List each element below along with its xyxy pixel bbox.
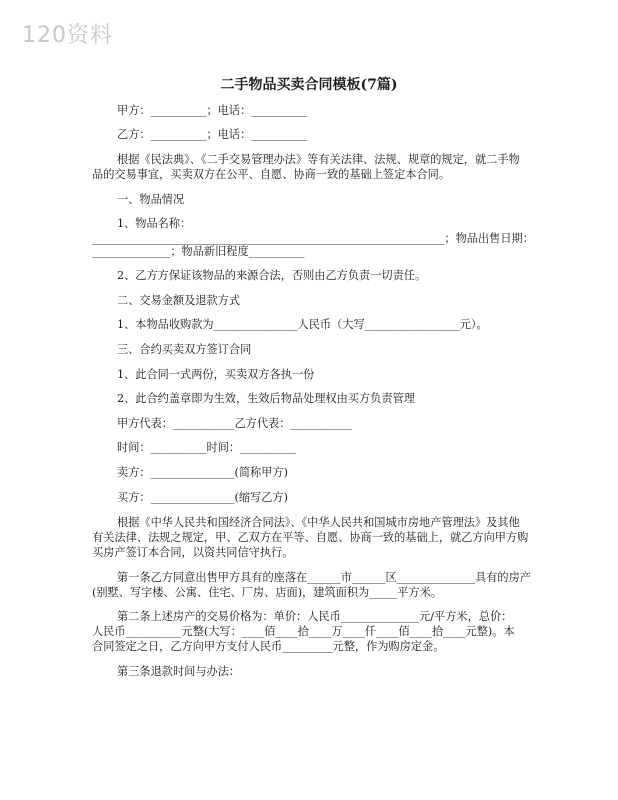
second-preamble-line-1: 根据《中华人民共和国经济合同法》、《中华人民共和国城市房地产管理法》及其他 — [117, 516, 520, 529]
item-name-blank-line: _______________________________________________________________；物品出售日期： — [92, 232, 534, 245]
seller-line: 卖方：_______________(简称甲方) — [117, 466, 288, 479]
watermark-logo: 120资料 — [22, 23, 113, 48]
article-2-line-1: 第二条上述房产的交易价格为：单价：人民币______________元/平方米，总价： — [117, 610, 513, 623]
document-title: 二手物品买卖合同模板(7篇) — [220, 77, 398, 93]
party-b-line: 乙方：__________；电话：__________ — [117, 128, 308, 141]
second-preamble-line-3: 买房产签订本合同，以资共同信守执行。 — [92, 546, 294, 559]
article-3-line: 第三条退款时间与办法： — [117, 665, 241, 678]
section-heading-1: 一、物品情况 — [117, 193, 185, 206]
article-2-line-2: 人民币__________元整(大写：____佰____拾____万____仟____佰____拾____元整)。本 — [92, 625, 515, 638]
dates-line: 时间：__________时间：__________ — [117, 441, 297, 454]
source-guarantee-line: 2、乙方方保证该物品的来源合法，否则由乙方负责一切责任。 — [117, 269, 427, 282]
article-1-line-1: 第一条乙方同意出售甲方具有的座落在______市______区______________具有的房产 — [117, 571, 531, 584]
preamble-line-2: 品的交易事宜，买卖双方在公平、自愿、协商一致的基础上签定本合同。 — [92, 168, 451, 181]
item-name-line: 1、物品名称： — [117, 217, 192, 230]
representatives-line: 甲方代表：___________乙方代表：___________ — [117, 417, 352, 430]
section-heading-2: 二、交易金额及退款方式 — [117, 294, 241, 307]
buyer-line: 买方：_______________(缩写乙方) — [117, 491, 288, 504]
second-preamble-line-2: 有关法律、法规之规定，甲、乙双方在平等、自愿、协商一致的基础上，就乙方向甲方购 — [92, 531, 529, 544]
section-heading-3: 三、合约买卖双方签订合同 — [117, 343, 252, 356]
party-a-line: 甲方：__________；电话：__________ — [117, 104, 308, 117]
article-2-line-3: 合同签定之日，乙方向甲方支付人民币_________元整，作为购房定金。 — [92, 640, 445, 653]
copies-line: 1、此合同一式两份，买卖双方各执一份 — [117, 368, 315, 381]
preamble-line-1: 根据《民法典》、《二手交易管理办法》等有关法律、法规、规章的规定，就二手物 — [117, 153, 520, 166]
effective-line: 2、此合约盖章即为生效，生效后物品处理权由买方负责管理 — [117, 392, 415, 405]
item-condition-line: ______________；物品新旧程度__________ — [92, 245, 305, 258]
article-1-line-2: (别墅、写字楼、公寓、住宅、厂房、店面)，建筑面积为_____平方米。 — [92, 586, 442, 599]
purchase-amount-line: 1、本物品收购款为_______________人民币（大写_________________元）。 — [117, 318, 488, 331]
